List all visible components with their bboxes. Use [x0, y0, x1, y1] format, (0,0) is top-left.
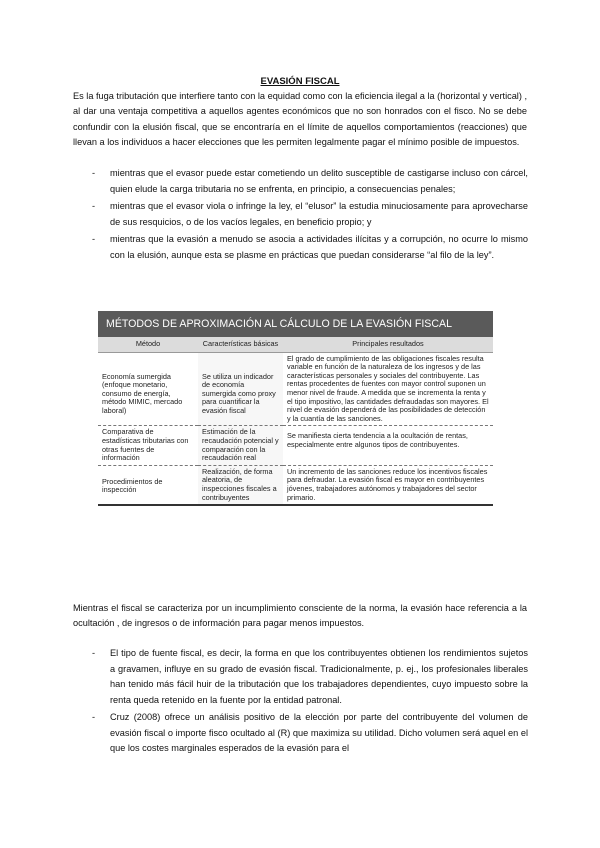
list-item: - El tipo de fuente fiscal, es decir, la forma en que los contribuyentes obtienen los rendimientos sujetos a gravamen, influye en su grado de evasión fiscal. Tradicionalmente, p. ej., los profesionales liberales han tenido más fácil huir de la tributación que los trabajadores dependientes, cuyo impuesto sobre la renta queda retenido en la fuente por la entidad patronal.	[92, 648, 528, 705]
cell-method: Economía sumergida (enfoque monetario, consumo de energía, método MIMIC, mercado laboral)	[98, 352, 198, 426]
intro-paragraph: Es la fuga tributación que interfiere tanto con la equidad como con la eficiencia ilegal a la (horizontal y vertical) , al dar una ventaja competitiva a aquellos agentes económicos que no son honrados con el fisco. No se debe confundir con la elusión fiscal, que se encontraría en el límite de aquellos comportamientos (reacciones) que llevan a los individuos a hacer elecciones que les permiten legalmente pagar el mínimo posible de impuestos.	[73, 91, 528, 147]
list-item: - Cruz (2008) ofrece un análisis positivo de la elección por parte del contribuyente del volumen de evasión fiscal o importe fisco ocultado al (R) que maximiza su utilidad. Dicho volumen será aquel en el que los costes marginales esperados de la evasión para el	[92, 712, 528, 753]
cell-method: Comparativa de estadísticas tributarias con otras fuentes de información	[98, 426, 198, 465]
dash-marker: -	[92, 168, 96, 178]
list-item: - mientras que la evasión a menudo se asocia a actividades ilícitas y a corrupción, no ocurre lo mismo con la elusión, aunque esta se plasme en prácticas que puedan considerarse “al filo de la ley”.	[92, 234, 528, 260]
dash-marker: -	[92, 648, 96, 658]
methods-table	[98, 337, 493, 506]
cell-characteristics: Realización, de forma aleatoria, de inspecciones fiscales a contribuyentes	[198, 465, 283, 505]
cell-characteristics: Estimación de la recaudación potencial y comparación con la recaudación real	[198, 426, 283, 465]
column-header: Método	[98, 337, 198, 352]
list-item: - mientras que el evasor viola o infringe la ley, el “elusor” la estudia minuciosamente para aprovecharse de sus resquicios, o de los vacíos legales, en beneficio propio; y	[92, 201, 528, 227]
bullet-list-2	[92, 646, 528, 759]
second-paragraph: Mientras el fiscal se caracteriza por un incumplimiento consciente de la norma, la evasión hace referencia a la ocultación , de ingresos o de información para pagar menos impuestos.	[73, 603, 527, 629]
table-row	[98, 426, 493, 465]
bullet-list-1	[92, 166, 528, 265]
list-item: - mientras que el evasor puede estar cometiendo un delito susceptible de castigarse incluso con cárcel, quien elude la carga tributaria no se enfrenta, en principio, a consecuencias penales;	[92, 168, 528, 194]
column-header: Características básicas	[198, 337, 283, 352]
table-title: MÉTODOS DE APROXIMACIÓN AL CÁLCULO DE LA EVASIÓN FISCAL	[98, 311, 493, 337]
cell-method: Procedimientos de inspección	[98, 465, 198, 505]
methods-table-figure	[98, 311, 493, 506]
dash-marker: -	[92, 201, 96, 211]
page-title: EVASIÓN FISCAL	[260, 76, 340, 87]
dash-marker: -	[92, 234, 96, 244]
cell-results: El grado de cumplimiento de las obligaciones fiscales resulta variable en función de la naturaleza de los ingresos y de las características personales y sociales del contribuyente. Las rentas procedentes de fuentes con mayor control suponen un menor nivel de fraude. A medida que se incrementa la renta y el tipo impositivo, las cantidades defraudadas son mayores. El nivel de evasión dependerá de las posibilidades de detección y la cuantía de las sanciones.	[283, 352, 493, 426]
table-row	[98, 465, 493, 505]
table-header-row	[98, 337, 493, 352]
table-row	[98, 352, 493, 426]
dash-marker: -	[92, 712, 96, 722]
column-header: Principales resultados	[283, 337, 493, 352]
cell-results: Un incremento de las sanciones reduce los incentivos fiscales para defraudar. La evasión fiscal es mayor en contribuyentes jóvenes, trabajadores autónomos y trabajadores del sector primario.	[283, 465, 493, 505]
cell-characteristics: Se utiliza un indicador de economía sumergida como proxy para cuantificar la evasión fiscal	[198, 352, 283, 426]
cell-results: Se manifiesta cierta tendencia a la ocultación de rentas, especialmente entre algunos tipos de contribuyentes.	[283, 426, 493, 465]
